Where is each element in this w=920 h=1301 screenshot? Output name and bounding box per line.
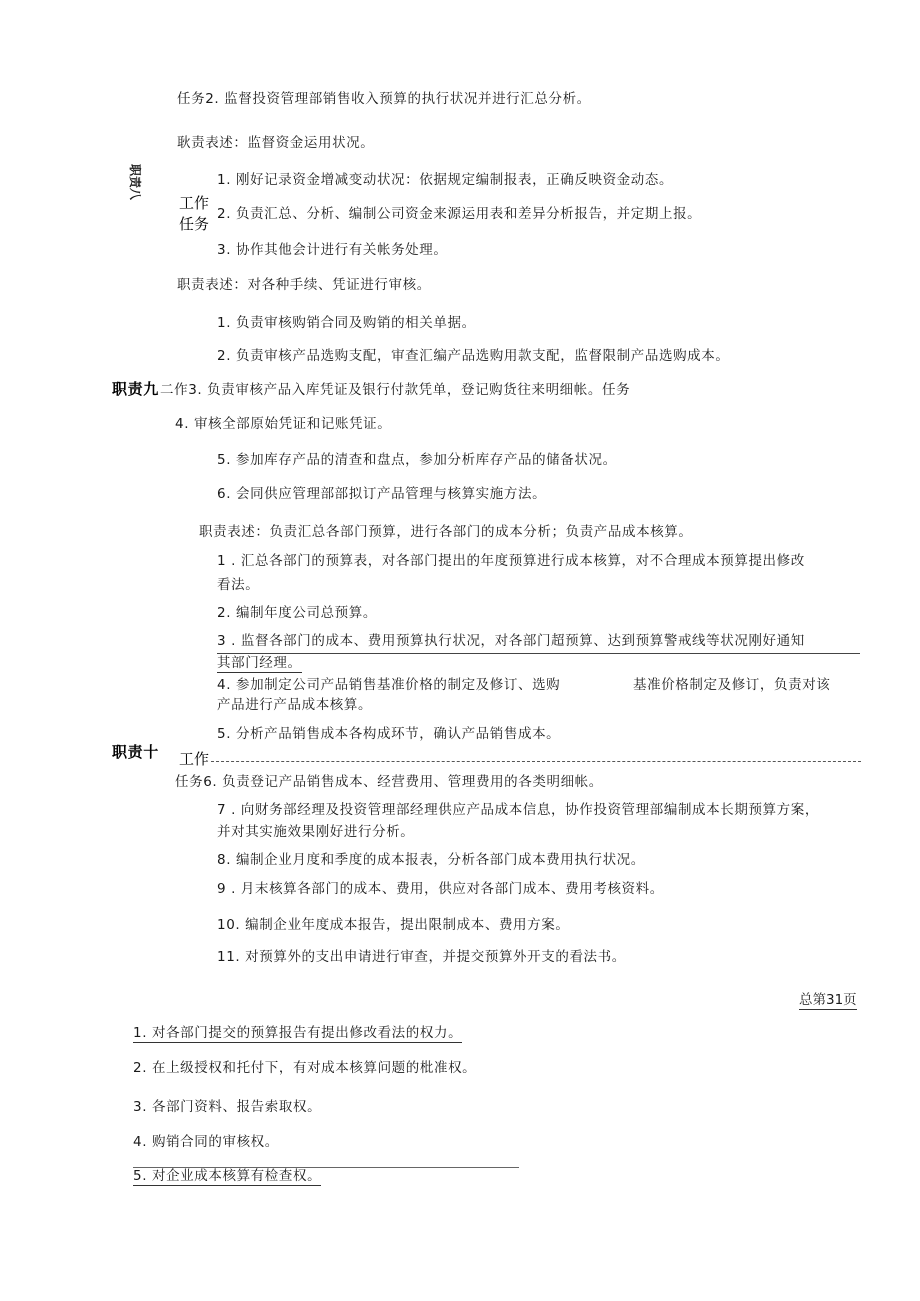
duty10-item-6: 任务6. 负责登记产品销售成本、经营费用、管理费用的各类明细帐。 [175,774,603,790]
right-4: 4. 购销合同的审核权。 [133,1134,279,1150]
duty8-vertical-label: 职责八 [128,164,142,201]
right-5-text: 5. 对企业成本核算有检查权。 [133,1168,322,1184]
duty10-title: 职责十 [112,743,159,761]
duty10-item-7a: 7 . 向财务部经理及投资管理部经理供应产品成本信息，协作投资管理部编制成本长期预算方案， [217,802,819,818]
task2-line: 任务2. 监督投资管理部销售收入预算的执行状况并进行汇总分析。 [177,91,591,107]
duty10-item-9: 9 . 月末核算各部门的成本、费用，供应对各部门成本、费用考核资料。 [217,881,664,897]
duty10-item-3b [217,653,302,673]
right-1 [133,1023,462,1043]
duty9-item-6: 6. 会同供应管理部部拟订产品管理与核算实施方法。 [217,486,547,502]
duty9-description: 职责表述：对各种手续、凭证进行审核。 [177,277,431,293]
duty9-item-4: 4. 审核全部原始凭证和记账凭证。 [175,416,392,432]
dashed-divider [211,761,861,762]
duty9-item-3: 二作3. 负责审核产品入库凭证及银行付款凭单，登记购货往来明细帐。任务 [160,382,631,398]
right-5 [133,1166,321,1186]
duty8-description: 耿责表述：监督资金运用状况。 [177,135,375,151]
duty10-item-1a: 1 . 汇总各部门的预算表，对各部门提出的年度预算进行成本核算，对不合理成本预算提出修改 [217,553,805,569]
duty10-item-10: 10. 编制企业年度成本报告，提出限制成本、费用方案。 [217,917,570,933]
duty10-item-1b: 看法。 [217,577,260,593]
work-label-2: 工作 [179,750,210,768]
duty9-item-1: 1. 负责审核购销合同及购销的相关单据。 [217,315,476,331]
duty10-item-4a: 4. 参加制定公司产品销售基准价格的制定及修订、选购 [217,677,561,693]
duty10-item-2: 2. 编制年度公司总预算。 [217,605,377,621]
duty8-item-2: 2. 负责汇总、分析、编制公司资金来源运用表和差异分析报告，并定期上报。 [217,206,702,222]
duty10-item-7b: 并对其实施效果刚好进行分析。 [217,824,415,840]
duty9-title: 职责九 [112,380,159,398]
right-1-text: 1. 对各部门提交的预算报告有提出修改看法的权力。 [133,1025,463,1041]
duty9-item-2: 2. 负责审核产品选购支配，审查汇编产品选购用款支配，监督限制产品选购成本。 [217,348,730,364]
page-number [799,990,857,1010]
duty10-item-11: 11. 对预算外的支出申请进行审查，并提交预算外开支的看法书。 [217,949,626,965]
duty9-item-5: 5. 参加库存产品的清查和盘点，参加分析库存产品的储备状况。 [217,452,617,468]
task-label: 任务 [179,215,210,233]
underlined-text: 其部门经理。 [217,655,302,671]
duty8-item-1: 1. 刚好记录资金增减变动状况：依据规定编制报表，正确反映资金动态。 [217,172,674,188]
duty10-item-3a: 3 . 监督各部门的成本、费用预算执行状况，对各部门超预算、达到预算警戒线等状况刚好通知 [217,633,805,649]
duty10-item-5: 5. 分析产品销售成本各构成环节，确认产品销售成本。 [217,726,561,742]
right-3: 3. 各部门资料、报告索取权。 [133,1099,322,1115]
duty10-description: 职责表述：负责汇总各部门预算，进行各部门的成本分析；负责产品成本核算。 [199,524,693,540]
right-2: 2. 在上级授权和托付下，有对成本核算问题的枇准权。 [133,1060,477,1076]
duty10-item-8: 8. 编制企业月度和季度的成本报表，分析各部门成本费用执行状况。 [217,852,645,868]
work-label: 工作 [179,194,210,212]
duty10-item-4b: 产品进行产品成本核算。 [217,697,373,713]
duty8-item-3: 3. 协作其他会计进行有关帐务处理。 [217,242,448,258]
page-number-text: 总第31页 [799,992,857,1008]
underline-rule [217,653,860,654]
duty10-item-4-mid: 基准价格制定及修订，负责对该 [633,677,831,693]
